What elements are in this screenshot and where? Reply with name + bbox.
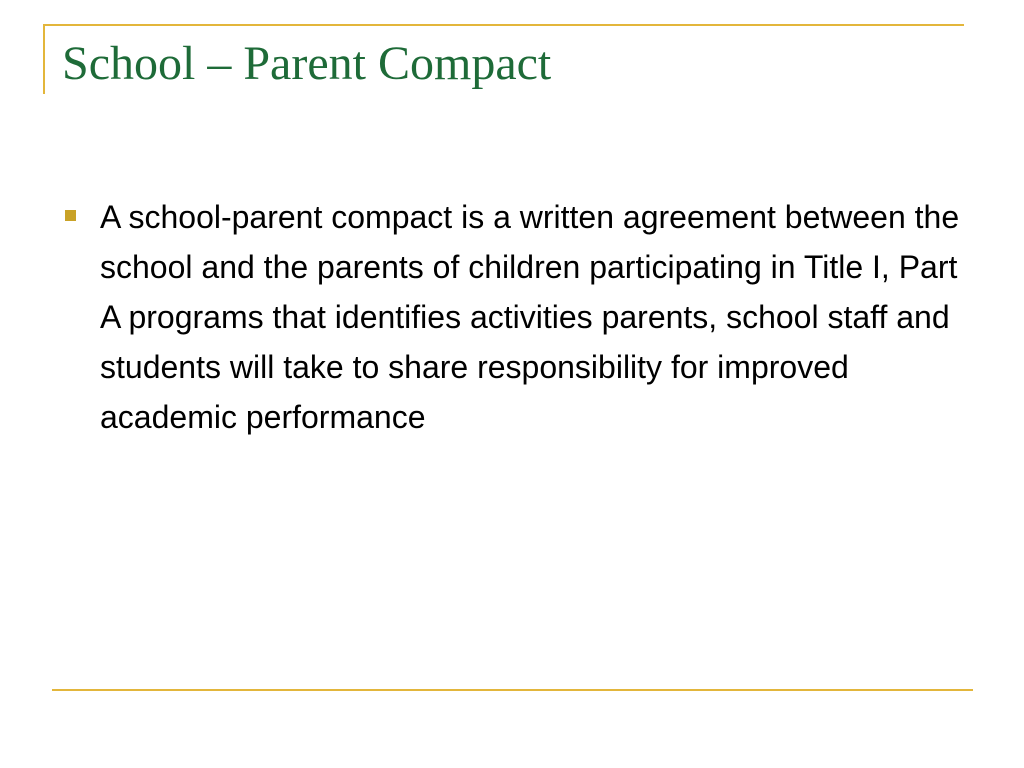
title-frame-left-line (43, 24, 45, 94)
bullet-text: A school-parent compact is a written agreement between the school and the parents of children participating in Title I, Part A programs that identifies activities parents, school staff and students will take to share responsibility for improved academic performance (100, 199, 960, 435)
square-bullet-icon (65, 210, 76, 221)
title-frame-top-line (43, 24, 964, 26)
slide-title: School – Parent Compact (62, 37, 552, 90)
bullet-list (62, 192, 972, 442)
bullet-item (62, 192, 972, 442)
footer-divider-line (52, 689, 973, 691)
